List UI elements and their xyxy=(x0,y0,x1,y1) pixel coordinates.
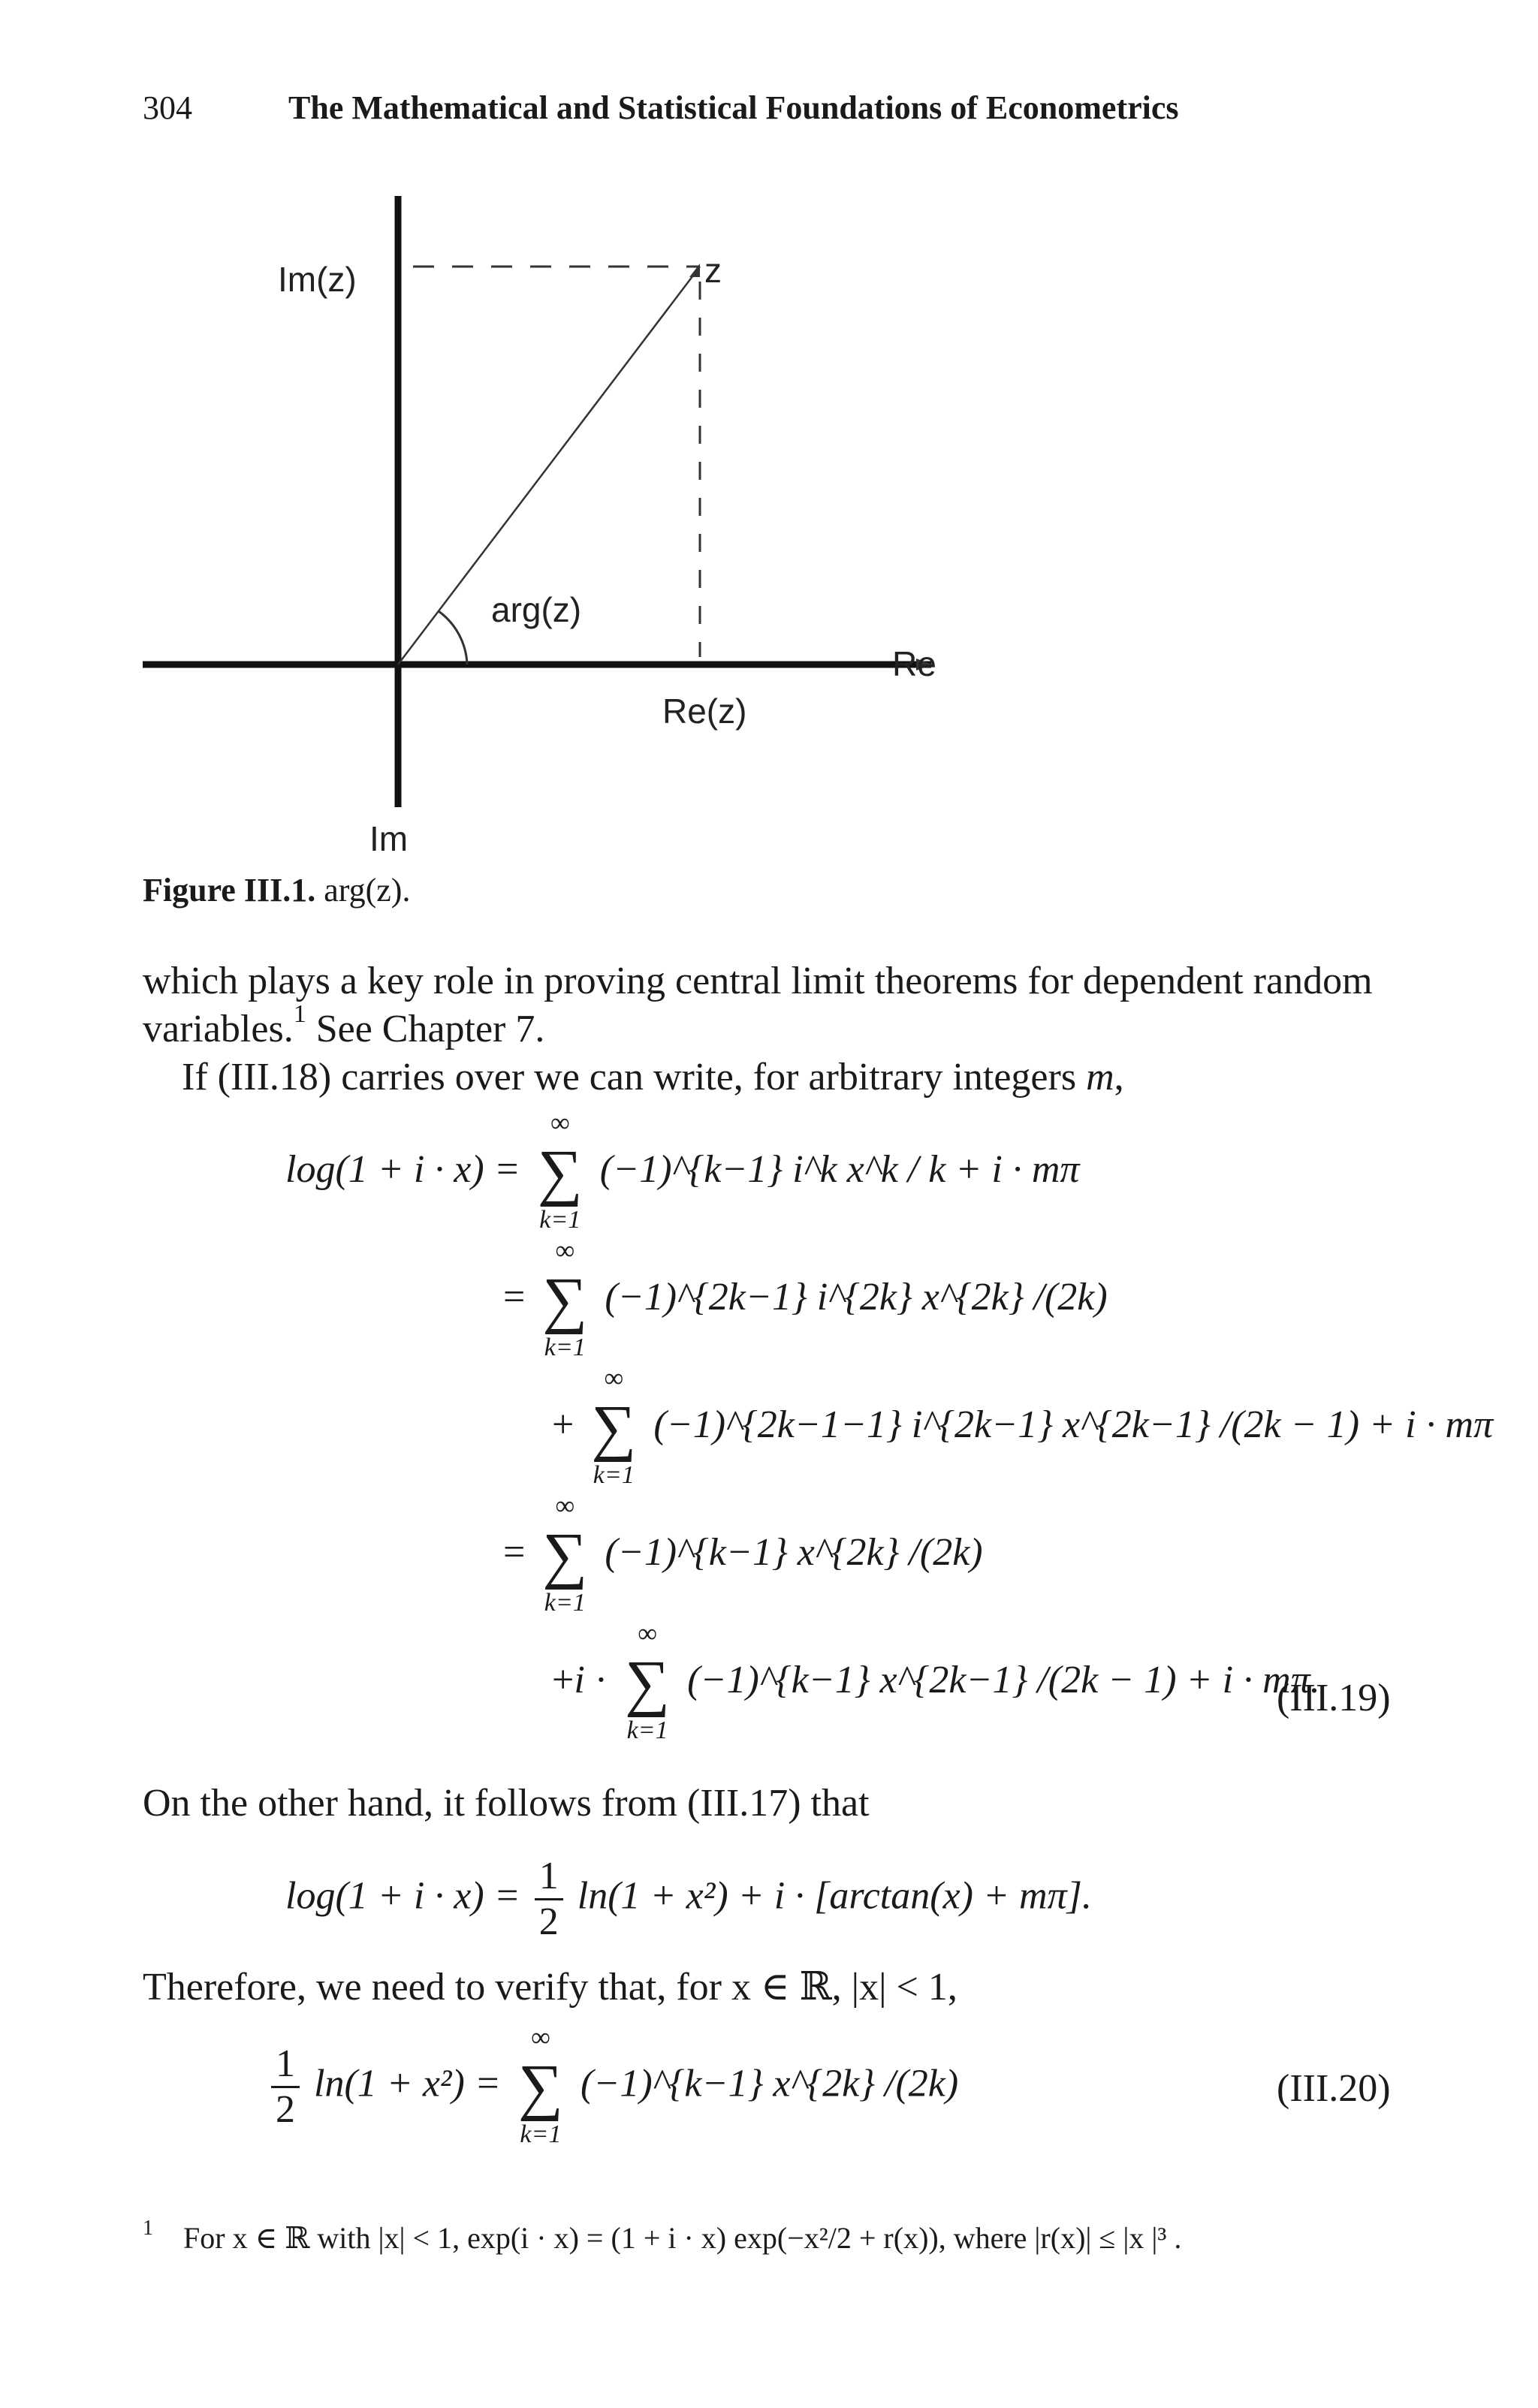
re-z-label: Re(z) xyxy=(662,692,747,731)
sum-symbol: ∑ xyxy=(542,1265,588,1335)
sum-lower: k=1 xyxy=(539,1206,581,1234)
sum-upper: ∞ xyxy=(555,1235,575,1265)
fraction-denominator: 2 xyxy=(276,2088,295,2131)
sum-lower: k=1 xyxy=(593,1461,635,1489)
paragraph-line: which plays a key role in proving central limit theorems for dependent random xyxy=(143,960,1373,1002)
plus-sign: + xyxy=(552,1403,584,1446)
equals-sign: = xyxy=(503,1275,535,1319)
arg-z-label: arg(z) xyxy=(491,590,582,629)
im-z-label: Im(z) xyxy=(278,260,357,299)
summation xyxy=(617,1618,677,1744)
paragraph-text: If (III.18) carries over we can write, for arbitrary integers xyxy=(182,1056,1087,1099)
plus-i-prefix: + xyxy=(552,1658,574,1701)
equation-number: (III.20) xyxy=(1277,2067,1391,2110)
equation-line-1 xyxy=(285,1108,1080,1234)
sum-symbol: ∑ xyxy=(591,1393,637,1463)
sum-lower: k=1 xyxy=(520,2120,562,2148)
paragraph-text: See Chapter 7. xyxy=(306,1008,545,1050)
summation xyxy=(584,1363,644,1489)
paragraph-text: , xyxy=(1114,1056,1124,1099)
im-label: Im xyxy=(369,819,409,858)
footnote-mark: 1 xyxy=(143,2217,153,2240)
summation xyxy=(530,1108,590,1234)
sum-symbol: ∑ xyxy=(625,1648,671,1718)
running-title: The Mathematical and Statistical Foundations of Econometrics xyxy=(288,89,1179,126)
sum-upper: ∞ xyxy=(555,1490,575,1520)
equation-line-4 xyxy=(503,1490,983,1617)
paragraph-text: variables. xyxy=(143,1008,294,1050)
equation-rhs: (−1)^{2k−1} i^{2k} x^{2k} /(2k) xyxy=(605,1275,1108,1319)
z-label: z xyxy=(704,251,722,290)
fraction-denominator: 2 xyxy=(538,1900,559,1943)
summation xyxy=(535,1490,595,1617)
paragraph-line: Therefore, we need to verify that, for x ∈ ℝ, |x| < 1, xyxy=(143,1966,957,2009)
sum-symbol: ∑ xyxy=(542,1520,588,1590)
equals-sign: = xyxy=(503,1530,535,1574)
equation-rhs: (−1)^{k−1} x^{2k−1} /(2k − 1) + i · mπ. xyxy=(687,1658,1320,1701)
equation-number: (III.19) xyxy=(1277,1677,1391,1719)
sum-upper: ∞ xyxy=(531,2021,550,2052)
dot-operator: · xyxy=(584,1658,618,1701)
fraction-half xyxy=(271,2042,300,2132)
footnote-ref: 1 xyxy=(293,1000,306,1028)
fraction-half xyxy=(535,1855,563,1944)
sum-upper: ∞ xyxy=(604,1363,624,1393)
equation-rhs: ln(1 + x²) + i · [arctan(x) + mπ]. xyxy=(577,1874,1092,1918)
fraction-numerator: 1 xyxy=(271,2042,300,2088)
re-label: Re xyxy=(892,644,936,683)
sum-upper: ∞ xyxy=(638,1618,657,1648)
equation-log xyxy=(285,1855,1092,1944)
paragraph-line: On the other hand, it follows from (III.17) that xyxy=(143,1782,870,1825)
sum-lower: k=1 xyxy=(544,1334,586,1361)
footnote xyxy=(143,2217,1181,2256)
page-number: 304 xyxy=(143,89,192,126)
caption-text: arg(z). xyxy=(324,872,411,909)
caption-label: Figure III.1. xyxy=(143,872,316,909)
summation xyxy=(535,1235,595,1361)
equation-rhs: (−1)^{k−1} x^{2k} /(2k) xyxy=(605,1530,983,1574)
argand-diagram xyxy=(135,184,991,860)
sum-symbol: ∑ xyxy=(517,2051,563,2122)
equation-rhs: (−1)^{k−1} i^k x^k / k + i · mπ xyxy=(599,1147,1080,1191)
equation-iii-20 xyxy=(267,2021,959,2148)
equation-line-3 xyxy=(552,1363,1494,1489)
sum-symbol: ∑ xyxy=(537,1138,583,1207)
fraction-numerator: 1 xyxy=(535,1855,563,1900)
math-var: m xyxy=(1086,1056,1114,1099)
equation-line-2 xyxy=(503,1235,1108,1361)
summation xyxy=(511,2021,571,2148)
equation-line-5 xyxy=(552,1618,1320,1744)
equation-rhs: (−1)^{2k−1−1} i^{2k−1} x^{2k−1} /(2k − 1) + i · mπ xyxy=(653,1403,1494,1446)
paragraph-line xyxy=(182,1053,1124,1102)
sum-lower: k=1 xyxy=(544,1589,586,1617)
sum-upper: ∞ xyxy=(550,1108,570,1138)
figure-caption xyxy=(143,871,410,909)
imag-unit: i xyxy=(574,1658,585,1701)
sum-lower: k=1 xyxy=(626,1716,668,1744)
arg-arc xyxy=(439,611,467,665)
paragraph-line xyxy=(143,1000,545,1053)
equation-rhs: (−1)^{k−1} x^{2k} /(2k) xyxy=(580,2062,959,2105)
equation-lhs: ln(1 + x²) = xyxy=(314,2062,511,2105)
equation-lhs: log(1 + i · x) = xyxy=(285,1874,530,1918)
argand-figure xyxy=(135,184,991,860)
footnote-text: For x ∈ ℝ with |x| < 1, exp(i · x) = (1 + i · x) exp(−x²/2 + r(x)), where |r(x)| ≤ |x |³ . xyxy=(183,2221,1182,2255)
equation-lhs: log(1 + i · x) = xyxy=(285,1147,530,1191)
